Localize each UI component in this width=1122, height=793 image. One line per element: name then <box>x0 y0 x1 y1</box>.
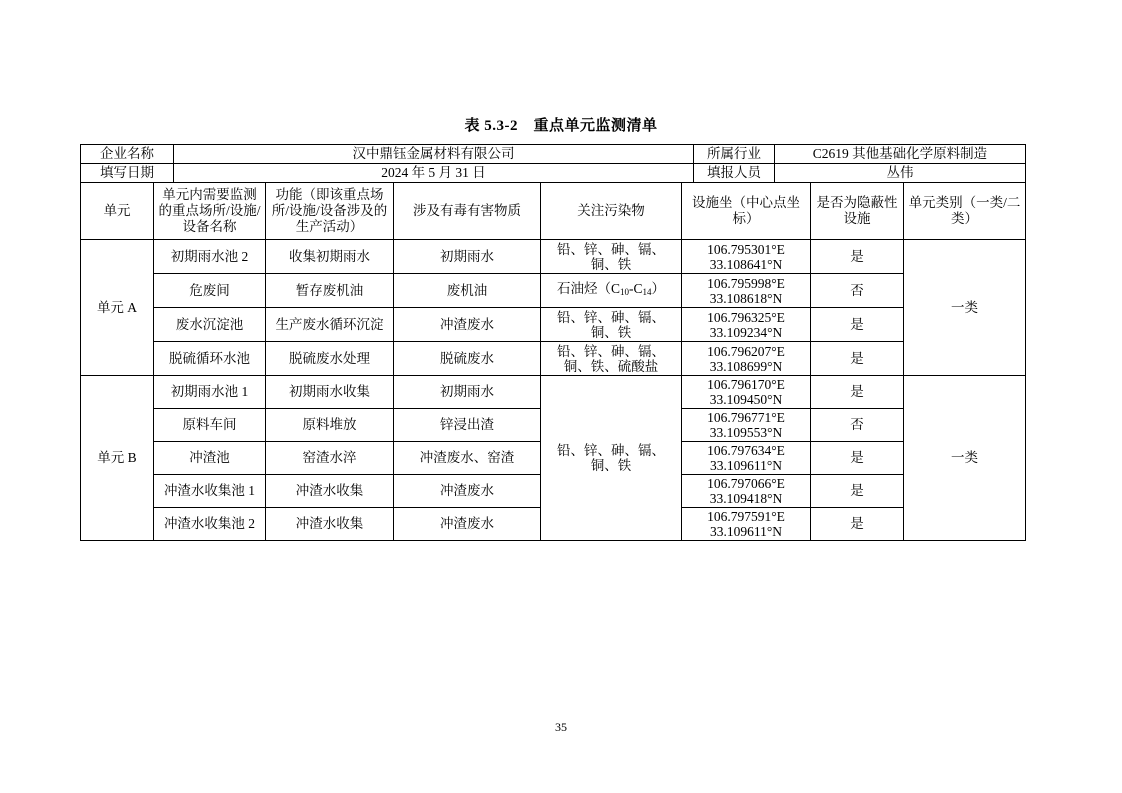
unit-a-name: 单元 A <box>81 240 154 376</box>
substance-cell: 脱硫废水 <box>394 342 541 376</box>
lat: 33.109450°N <box>709 392 783 407</box>
substance-cell: 初期雨水 <box>394 376 541 409</box>
company-value: 汉中鼎钰金属材料有限公司 <box>174 145 694 164</box>
lon: 106.795301°E <box>707 241 785 257</box>
facility-cell: 原料车间 <box>154 409 266 442</box>
lat: 33.109234°N <box>709 324 783 340</box>
hidden-cell: 是 <box>811 308 904 342</box>
pollutant-cell <box>541 274 682 308</box>
coord-cell <box>682 409 811 442</box>
coord-cell <box>682 475 811 508</box>
facility-cell: 冲渣水收集池 1 <box>154 475 266 508</box>
hidden-cell: 是 <box>811 342 904 376</box>
coord-cell <box>682 342 811 376</box>
header-substance: 涉及有毒有害物质 <box>394 183 541 240</box>
hidden-cell: 否 <box>811 409 904 442</box>
substance-cell: 冲渣废水、窑渣 <box>394 442 541 475</box>
page-number: 35 <box>555 720 567 734</box>
facility-cell: 冲渣水收集池 2 <box>154 508 266 541</box>
hidden-cell: 是 <box>811 475 904 508</box>
function-cell: 生产废水循环沉淀 <box>266 308 394 342</box>
substance-cell: 废机油 <box>394 274 541 308</box>
pollutant-suffix: ） <box>651 281 665 296</box>
facility-cell: 冲渣池 <box>154 442 266 475</box>
function-cell: 冲渣水收集 <box>266 475 394 508</box>
coord-cell <box>682 240 811 274</box>
function-cell: 脱硫废水处理 <box>266 342 394 376</box>
monitoring-table <box>80 182 1026 541</box>
coord-cell <box>682 308 811 342</box>
lat: 33.108699°N <box>709 358 783 374</box>
header-row <box>81 183 1026 240</box>
lat: 33.109418°N <box>709 491 783 506</box>
hidden-cell: 是 <box>811 442 904 475</box>
hidden-cell: 是 <box>811 240 904 274</box>
lon: 106.796207°E <box>707 343 785 359</box>
header-coord: 设施坐（中心点坐标） <box>682 183 811 240</box>
lon: 106.797591°E <box>707 509 785 524</box>
pollutant-cell: 铅、锌、砷、镉、铜、铁 <box>541 240 682 274</box>
coord-cell <box>682 274 811 308</box>
unit-b-category: 一类 <box>904 376 1026 541</box>
facility-cell: 脱硫循环水池 <box>154 342 266 376</box>
hidden-cell: 是 <box>811 508 904 541</box>
lon: 106.796325°E <box>707 309 785 325</box>
substance-cell: 冲渣废水 <box>394 508 541 541</box>
unit-b-name: 单元 B <box>81 376 154 541</box>
coord-cell <box>682 442 811 475</box>
header-category: 单元类别（一类/二类） <box>904 183 1026 240</box>
function-cell: 原料堆放 <box>266 409 394 442</box>
table-row <box>81 274 1026 308</box>
facility-cell: 危废间 <box>154 274 266 308</box>
lat: 33.108641°N <box>709 256 783 272</box>
header-unit: 单元 <box>81 183 154 240</box>
coord-cell <box>682 508 811 541</box>
date-label: 填写日期 <box>81 164 174 183</box>
company-label: 企业名称 <box>81 145 174 164</box>
lon: 106.796771°E <box>707 410 785 425</box>
lat: 33.109553°N <box>709 425 783 440</box>
lat: 33.108618°N <box>709 290 783 306</box>
substance-cell: 初期雨水 <box>394 240 541 274</box>
industry-value: C2619 其他基础化学原料制造 <box>775 145 1026 164</box>
function-cell: 窑渣水淬 <box>266 442 394 475</box>
hidden-cell: 否 <box>811 274 904 308</box>
pollutant-sub: 14 <box>642 287 652 297</box>
lon: 106.797066°E <box>707 476 785 491</box>
reporter-value: 丛伟 <box>775 164 1026 183</box>
header-hidden: 是否为隐蔽性设施 <box>811 183 904 240</box>
reporter-label: 填报人员 <box>694 164 775 183</box>
coord-cell <box>682 376 811 409</box>
pollutant-cell: 铅、锌、砷、镉、铜、铁 <box>541 308 682 342</box>
header-pollutant: 关注污染物 <box>541 183 682 240</box>
table-title: 表 5.3-2 重点单元监测清单 <box>464 118 658 134</box>
unit-b-pollutant: 铅、锌、砷、镉、铜、铁 <box>541 376 682 541</box>
substance-cell: 冲渣废水 <box>394 308 541 342</box>
table-row <box>81 240 1026 274</box>
hidden-cell: 是 <box>811 376 904 409</box>
table-row <box>81 308 1026 342</box>
pollutant-cell: 铅、锌、砷、镉、铜、铁、硫酸盐 <box>541 342 682 376</box>
pollutant-mid: -C <box>629 281 643 296</box>
lon: 106.797634°E <box>707 443 785 458</box>
facility-cell: 初期雨水池 2 <box>154 240 266 274</box>
table-row <box>81 342 1026 376</box>
table-row <box>81 376 1026 409</box>
unit-a-category: 一类 <box>904 240 1026 376</box>
info-table <box>80 144 1026 183</box>
function-cell: 初期雨水收集 <box>266 376 394 409</box>
header-function: 功能（即该重点场所/设施/设备涉及的生产活动） <box>266 183 394 240</box>
date-value: 2024 年 5 月 31 日 <box>174 164 694 183</box>
facility-cell: 废水沉淀池 <box>154 308 266 342</box>
substance-cell: 锌浸出渣 <box>394 409 541 442</box>
lat: 33.109611°N <box>709 458 783 473</box>
facility-cell: 初期雨水池 1 <box>154 376 266 409</box>
lat: 33.109611°N <box>709 524 783 539</box>
lon: 106.796170°E <box>707 377 785 392</box>
pollutant-sub: 10 <box>620 287 629 297</box>
pollutant-prefix: 石油烃（C <box>556 281 620 296</box>
function-cell: 收集初期雨水 <box>266 240 394 274</box>
function-cell: 暂存废机油 <box>266 274 394 308</box>
industry-label: 所属行业 <box>694 145 775 164</box>
header-facility: 单元内需要监测的重点场所/设施/设备名称 <box>154 183 266 240</box>
lon: 106.795998°E <box>707 275 785 291</box>
function-cell: 冲渣水收集 <box>266 508 394 541</box>
substance-cell: 冲渣废水 <box>394 475 541 508</box>
